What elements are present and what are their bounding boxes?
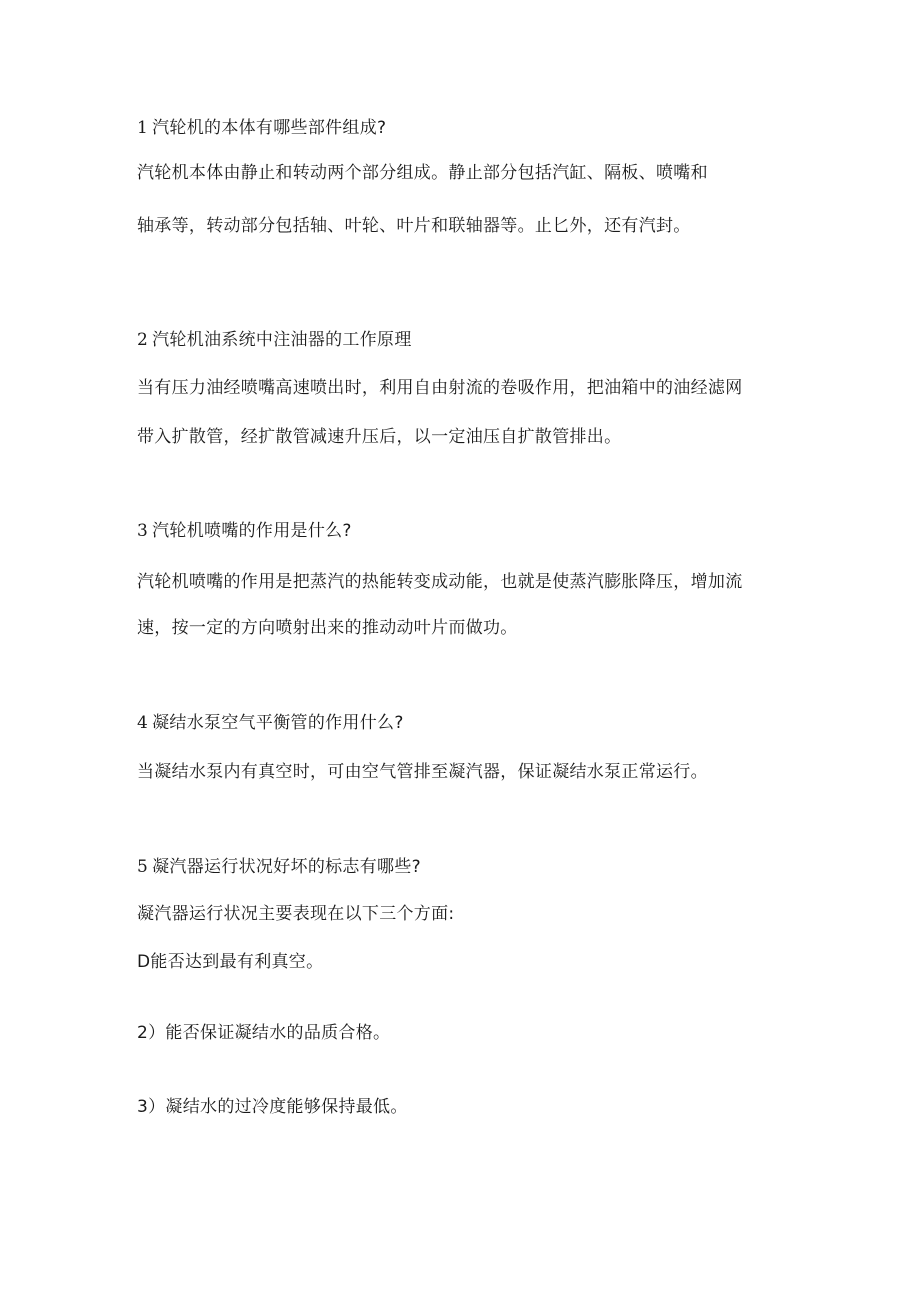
question-number-3: 3: [137, 521, 149, 541]
question-number-5: 5: [137, 857, 149, 877]
answer-1-line-1: 汽轮机本体由静止和转动两个部分组成。静止部分包括汽缸、隔板、喷嘴和: [137, 163, 708, 183]
question-heading-4: [137, 712, 404, 734]
answer-4-line-1: 当凝结水泵内有真空时，可由空气管排至凝汽器，保证凝结水泵正常运行。: [137, 762, 708, 782]
answer-5-line-4: 3）凝结水的过冷度能够保持最低。: [137, 1097, 408, 1117]
answer-1-line-2: 轴承等，转动部分包括轴、叶轮、叶片和联轴器等。止匕外，还有汽封。: [137, 216, 691, 236]
answer-2-line-1: 当有压力油经喷嘴高速喷出时，利用自由射流的卷吸作用，把油箱中的油经滤网: [137, 378, 743, 398]
answer-5-line-2: D能否达到最有利真空。: [137, 952, 324, 972]
answer-3-line-2: 速，按一定的方向喷射出来的推动动叶片而做功。: [137, 618, 518, 638]
question-number-1: 1: [137, 118, 149, 138]
question-number-4: 4: [137, 713, 149, 733]
answer-2-line-2: 带入扩散管，经扩散管减速升压后，以一定油压自扩散管排出。: [137, 427, 622, 447]
question-text-4: 凝结水泵空气平衡管的作用什么?: [152, 713, 404, 733]
question-text-1: 汽轮机的本体有哪些部件组成?: [152, 118, 387, 138]
question-text-5: 凝汽器运行状况好坏的标志有哪些?: [152, 857, 421, 877]
question-text-3: 汽轮机喷嘴的作用是什么?: [152, 521, 352, 541]
answer-3-line-1: 汽轮机喷嘴的作用是把蒸汽的热能转变成动能，也就是使蒸汽膨胀降压，增加流: [137, 572, 743, 592]
answer-5-line-3: 2）能否保证凝结水的品质合格。: [137, 1023, 391, 1043]
question-number-2: 2: [137, 330, 149, 350]
question-heading-2: [137, 329, 412, 351]
question-text-2: 汽轮机油系统中注油器的工作原理: [152, 330, 412, 350]
question-heading-5: [137, 856, 421, 878]
answer-5-line-1: 凝汽器运行状况主要表现在以下三个方面:: [137, 904, 455, 924]
question-heading-3: [137, 520, 352, 542]
question-heading-1: [137, 117, 386, 139]
